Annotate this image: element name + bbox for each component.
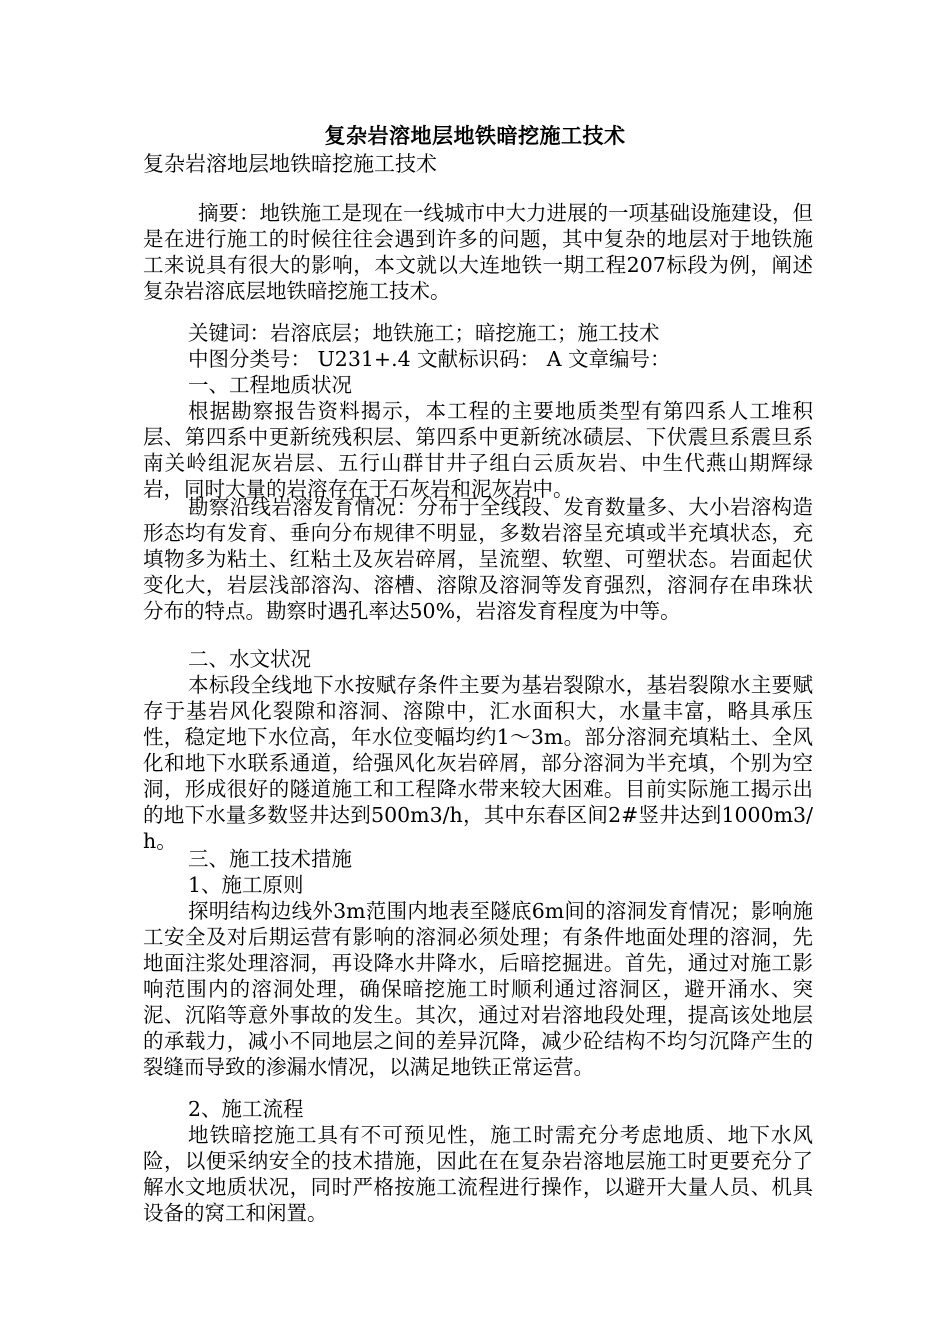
- abstract-paragraph: 摘要：地铁施工是现在一线城市中大力进展的一项基础设施建设，但是在进行施工的时候往往会遇到许多的问题，其中复杂的地层对于地铁施工来说具有很大的影响，本文就以大连地铁一期工程207标段为例，阐述复杂岩溶底层地铁暗挖施工技术。: [143, 201, 813, 303]
- section2-paragraph-1: 本标段全线地下水按赋存条件主要为基岩裂隙水，基岩裂隙水主要赋存于基岩风化裂隙和溶洞、溶隙中，汇水面积大，水量丰富，略具承压性，稳定地下水位高，年水位变幅均约1～3m。部分溶洞充填粘土、全风化和地下水联系通道，给强风化灰岩碎屑，部分溶洞为半充填，个别为空洞，形成很好的隧道施工和工程降水带来较大困难。目前实际施工揭示出的地下水量多数竖井达到500m3/h，其中东春区间2#竖井达到1000m3/h。: [143, 673, 813, 853]
- section-heading: 三、施工技术措施: [188, 847, 352, 871]
- section1-paragraph-2: 勘察沿线岩溶发育情况：分布于全线段、发育数量多、大小岩溶构造形态均有发育、垂向分布规律不明显，多数岩溶呈充填或半充填状态，充填物多为粘土、红粘土及灰岩碎屑，呈流塑、软塑、可塑状态。岩面起伏变化大，岩层浅部溶沟、溶槽、溶隙及溶洞等发育强烈，溶洞存在串珠状分布的特点。勘察时遇孔率达50%，岩溶发育程度为中等。: [143, 495, 813, 623]
- section-heading: 一、工程地质状况: [188, 373, 352, 397]
- subsection2-paragraph: 地铁暗挖施工具有不可预见性，施工时需充分考虑地质、地下水风险，以便采纳安全的技术措施，因此在在复杂岩溶地层施工时更要充分了解水文地质状况，同时严格按施工流程进行操作，以避开大量人员、机具设备的窝工和闲置。: [143, 1123, 813, 1225]
- keywords-line: 关键词：岩溶底层；地铁施工；暗挖施工；施工技术: [188, 321, 660, 345]
- subsection-heading: 1、施工原则: [188, 873, 304, 897]
- section1-paragraph-1: 根据勘察报告资料揭示，本工程的主要地质类型有第四系人工堆积层、第四系中更新统残积层、第四系中更新统冰碛层、下伏震旦系震旦系南关岭组泥灰岩层、五行山群甘井子组白云质灰岩、中生代燕山期辉绿岩，同时大量的岩溶存在于石灰岩和泥灰岩中。: [143, 399, 813, 501]
- document-subtitle: 复杂岩溶地层地铁暗挖施工技术: [143, 152, 437, 176]
- document-title: 复杂岩溶地层地铁暗挖施工技术: [324, 123, 626, 148]
- classification-line: 中图分类号： U231+.4 文献标识码： A 文章编号：: [188, 347, 671, 371]
- subsection-heading: 2、施工流程: [188, 1097, 304, 1121]
- subsection1-paragraph: 探明结构边线外3m范围内地表至隧底6m间的溶洞发育情况；影响施工安全及对后期运营有影响的溶洞必须处理；有条件地面处理的溶洞，先地面注浆处理溶洞，再设降水井降水，后暗挖掘进。首先，通过对施工影响范围内的溶洞处理，确保暗挖施工时顺利通过溶洞区，避开涌水、突泥、沉陷等意外事故的发生。其次，通过对岩溶地段处理，提高该处地层的承载力，减小不同地层之间的差异沉降，减少砼结构不均匀沉降产生的裂缝而导致的渗漏水情况，以满足地铁正常运营。: [143, 899, 813, 1079]
- section-heading: 二、水文状况: [188, 647, 311, 671]
